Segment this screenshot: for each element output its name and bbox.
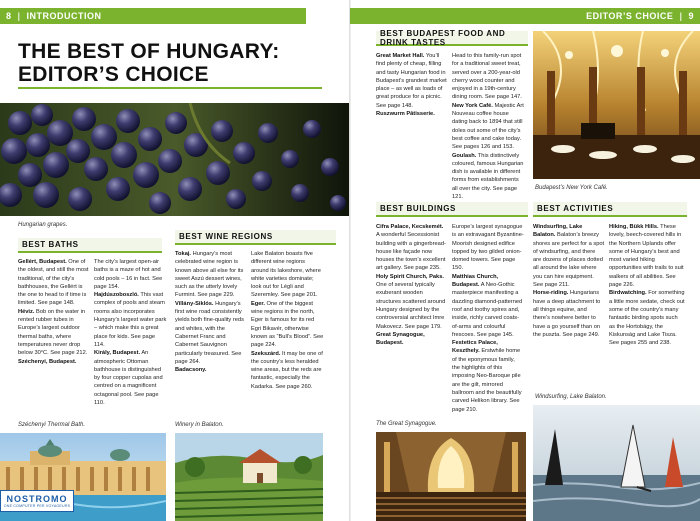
grapes-image bbox=[0, 103, 350, 216]
buildings-heading: BEST BUILDINGS bbox=[376, 202, 528, 217]
baths-heading: BEST BATHS bbox=[18, 238, 162, 253]
bath-entry bbox=[94, 291, 167, 349]
activities-column-1 bbox=[533, 223, 605, 339]
building-name: Great Synagogue, Budapest. bbox=[376, 331, 425, 347]
bath-text: Bob on the water in rented rubber tubes in Europe’s largest outdoor thermal baths, where temperatures never drop below 30°C. See page 212. bbox=[18, 308, 88, 357]
activity-name: Horse-riding. bbox=[533, 290, 569, 297]
building-text: Europe’s largest synagogue is an extravagant Byzantine-Moorish designed edifice topped by two gilded onion-domed towers. See page 150. bbox=[452, 224, 524, 272]
activities-column-2 bbox=[609, 223, 685, 347]
activity-text: These lovely, beech-covered hills in the Northern Uplands offer some of Hungary’s best and most varied hiking opportunities with trails to suit walkers of all abilities. See page 226. bbox=[609, 224, 684, 289]
activity-text: Balaton’s breezy shores are perfect for a spot of windsurfing, and there are dozens of places dotted all around the lake where you can hire equipment. See page 211. bbox=[533, 232, 605, 289]
bath-entry bbox=[18, 258, 91, 308]
vineyard-caption: Winery in Balaton. bbox=[175, 422, 224, 428]
header-divider: | bbox=[17, 11, 21, 21]
wine-column-2 bbox=[251, 250, 324, 391]
wine-entry bbox=[251, 250, 324, 300]
building-name: Festetics Palace, Keszthely. bbox=[452, 340, 498, 355]
bath-name: Gellért, Budapest. bbox=[18, 259, 67, 265]
synagogue-caption: The Great Synagogue. bbox=[376, 421, 437, 427]
food-entry bbox=[376, 52, 448, 110]
building-name: Cifra Palace, Kecskemét. bbox=[376, 224, 444, 230]
bath-name: Széchenyi, Budapest. bbox=[18, 358, 77, 365]
food-column-2 bbox=[452, 52, 524, 201]
left-running-header bbox=[0, 8, 306, 24]
synagogue-photo bbox=[376, 432, 526, 521]
wine-entry bbox=[175, 366, 248, 374]
building-text: A wonderful Secessionist building with a gingerbread-house like façade now houses the town’s excellent art gallery. See page 235. bbox=[376, 232, 446, 272]
header-divider: | bbox=[679, 11, 683, 21]
food-text: Majestic Art Nouveau coffee house dating back to 1894 that still doles out some of the city’s best coffee and cake today. See pages 126 and 153. bbox=[452, 102, 524, 151]
food-entry bbox=[452, 152, 524, 202]
wine-name: Badacsony. bbox=[175, 367, 207, 374]
building-entry bbox=[376, 331, 448, 348]
food-entry bbox=[376, 110, 448, 118]
food-entry bbox=[452, 102, 524, 152]
wine-text: Hungary’s most celebrated wine region is known above all else for its sweet Aszú dessert wines, such as the utterly lovely Furmint. See page 229. bbox=[175, 251, 244, 299]
food-entry bbox=[452, 52, 524, 102]
title-rule bbox=[18, 87, 322, 89]
food-heading: BEST BUDAPEST FOOD AND DRINK TASTES bbox=[376, 31, 528, 46]
wine-text: It may be one of the country’s less heralded wine areas, but the reds are fantastic, especially the Kadarka. See page 260. bbox=[251, 350, 323, 390]
cafe-caption: Budapest’s New York Café. bbox=[535, 185, 608, 191]
right-running-header bbox=[350, 8, 700, 24]
activity-text: For something a little more sedate, check out some of the country’s many fantastic birding spots such as the Hortobágy, the Kiskunság and Lake Tisza. See pages 255 and 238. bbox=[609, 290, 685, 347]
building-entry bbox=[452, 339, 524, 414]
food-text: This distinctively coloured, famous Hungarian dish is available in different forms from establishments all over the city. See page 121. bbox=[452, 152, 524, 201]
buildings-column-2 bbox=[452, 223, 524, 414]
vineyard-photo bbox=[175, 433, 323, 521]
nostromo-logo bbox=[0, 490, 74, 512]
buildings-column-1 bbox=[376, 223, 448, 347]
bath-text: The city’s largest open-air baths is a maze of hot and cold pools – 16 in fact. See page 154. bbox=[94, 259, 163, 290]
baths-column-1 bbox=[18, 258, 91, 366]
wine-entry bbox=[175, 250, 248, 300]
building-text: Erstwhile home of the eponymous family, the highlights of this imposing Neo-Baroque pile are the gilt, mirrored ballroom and the beautifully carved Helikon library. See page 210. bbox=[452, 348, 522, 413]
new-york-cafe-photo bbox=[533, 31, 700, 179]
activity-entry bbox=[533, 289, 605, 339]
activity-text: Hungarians have a deep attachment to all things equine, and there’s nowhere better to have a go yourself than on the puszta. See page 249. bbox=[533, 290, 601, 338]
building-entry bbox=[376, 273, 448, 331]
bath-entry bbox=[94, 258, 167, 291]
wine-text: Hungary’s first wine road consistently yields both fine-quality reds and whites, with the Cabernet Franc and Cabernet Sauvignon particularly treasured. See page 264. bbox=[175, 300, 244, 365]
wine-text: One of the biggest wine regions in the north, Eger is famous for its red Egri Bikavér, otherwise known as “Bull’s Blood”. See page 224. bbox=[251, 300, 324, 349]
building-entry bbox=[452, 223, 524, 273]
building-name: Holy Spirit Church, Paks. bbox=[376, 273, 444, 280]
wine-text: Lake Balaton boasts five different wine regions around its lakeshore, where white varieties dominate; look out for Légli and Szeremley. See page 201. bbox=[251, 251, 321, 299]
bath-entry bbox=[18, 308, 91, 358]
wine-name: Villány-Siklós. bbox=[175, 300, 214, 307]
wine-name: Szekszárd. bbox=[251, 350, 281, 357]
food-name: Ruszwurm Pâtisserie. bbox=[376, 111, 435, 118]
activity-name: Windsurfing, Lake Balaton. bbox=[533, 224, 583, 239]
bath-name: Király, Budapest. bbox=[94, 350, 141, 357]
baths-column-2 bbox=[94, 258, 167, 407]
building-entry bbox=[452, 273, 524, 339]
activity-entry bbox=[609, 289, 685, 347]
wine-heading: BEST WINE REGIONS bbox=[175, 230, 336, 245]
building-text: A Neo-Gothic masterpiece manifesting a dazzling diamond-patterned roof and toothy spires and, inside, richly carved coats-of-arms and colourful frescoes. See page 145. bbox=[452, 282, 523, 338]
bath-name: Héviz. bbox=[18, 308, 35, 315]
logo-main-text: NOSTROMO bbox=[6, 493, 68, 504]
wine-name: Eger. bbox=[251, 300, 265, 307]
left-page-number: 8 bbox=[6, 11, 12, 21]
food-name: Great Market Hall. bbox=[376, 53, 425, 59]
food-text: You’ll find plenty of cheap, filling and tasty Hungarian food in Budapest’s grandest market place – as well as loads of great produce for a picnic. See page 148. bbox=[376, 53, 447, 109]
food-name: Goulash. bbox=[452, 152, 477, 159]
grapes-photo bbox=[0, 103, 350, 216]
wine-entry bbox=[175, 300, 248, 366]
activities-heading: BEST ACTIVITIES bbox=[533, 202, 687, 217]
left-section-name: INTRODUCTION bbox=[26, 11, 102, 21]
windsurf-caption: Windsurfing, Lake Balaton. bbox=[535, 394, 607, 400]
page-title: THE BEST OF HUNGARY: EDITOR’S CHOICE bbox=[18, 40, 280, 86]
bath-name: Hajdúszoboszló. bbox=[94, 292, 139, 299]
wine-column-1 bbox=[175, 250, 248, 374]
wine-entry bbox=[251, 350, 324, 391]
bath-text: One of the oldest, and still the most traditional, of the city’s bathhouses, the Gellért is the one to head to if time is limited. See page 148. bbox=[18, 259, 89, 307]
bath-entry bbox=[18, 358, 91, 366]
activity-entry bbox=[609, 223, 685, 289]
right-page bbox=[350, 0, 700, 521]
wine-entry bbox=[251, 300, 324, 350]
logo-sub-text: ONE COMPUTER PER VOYAGEURS bbox=[3, 503, 71, 508]
right-section-name: EDITOR’S CHOICE bbox=[586, 11, 674, 21]
windsurfing-image bbox=[533, 405, 700, 521]
building-entry bbox=[376, 223, 448, 273]
food-text: Head to this family-run spot for a traditional sweet treat, served over a 200-year-old cherry wood counter and enjoyed in a 19th-century dining room. See page 147. bbox=[452, 53, 522, 101]
bath-caption: Széchenyi Thermal Bath. bbox=[18, 422, 86, 428]
activity-name: Birdwatching. bbox=[609, 290, 647, 297]
right-page-number: 9 bbox=[688, 11, 694, 21]
activity-entry bbox=[533, 223, 605, 289]
food-name: New York Café. bbox=[452, 102, 493, 109]
building-text: One of several typically exuberant wooden structures scattered around Hungary designed by the controversial architect Imre Makovecz. See page 179. bbox=[376, 282, 446, 330]
grapes-caption: Hungarian grapes. bbox=[18, 222, 68, 228]
windsurf-photo bbox=[533, 405, 700, 521]
synagogue-interior-image bbox=[376, 432, 526, 521]
building-name: Matthias Church, Budapest. bbox=[452, 273, 499, 289]
bath-entry bbox=[94, 349, 167, 407]
food-column-1 bbox=[376, 52, 448, 118]
cafe-interior-image bbox=[533, 31, 700, 179]
bath-text: An atmospheric Ottoman bathhouse is distinguished by four copper cupolas and centred on a magnificent octagonal pool. See page 110. bbox=[94, 350, 163, 407]
wine-name: Tokaj. bbox=[175, 251, 192, 257]
bath-text: This vast complex of pools and steam rooms also incorporates Hungary’s largest water park – which make this a great place for kids. See page 114. bbox=[94, 292, 167, 348]
activity-name: Hiking, Bükk Hills. bbox=[609, 224, 659, 230]
winery-image bbox=[175, 433, 323, 521]
